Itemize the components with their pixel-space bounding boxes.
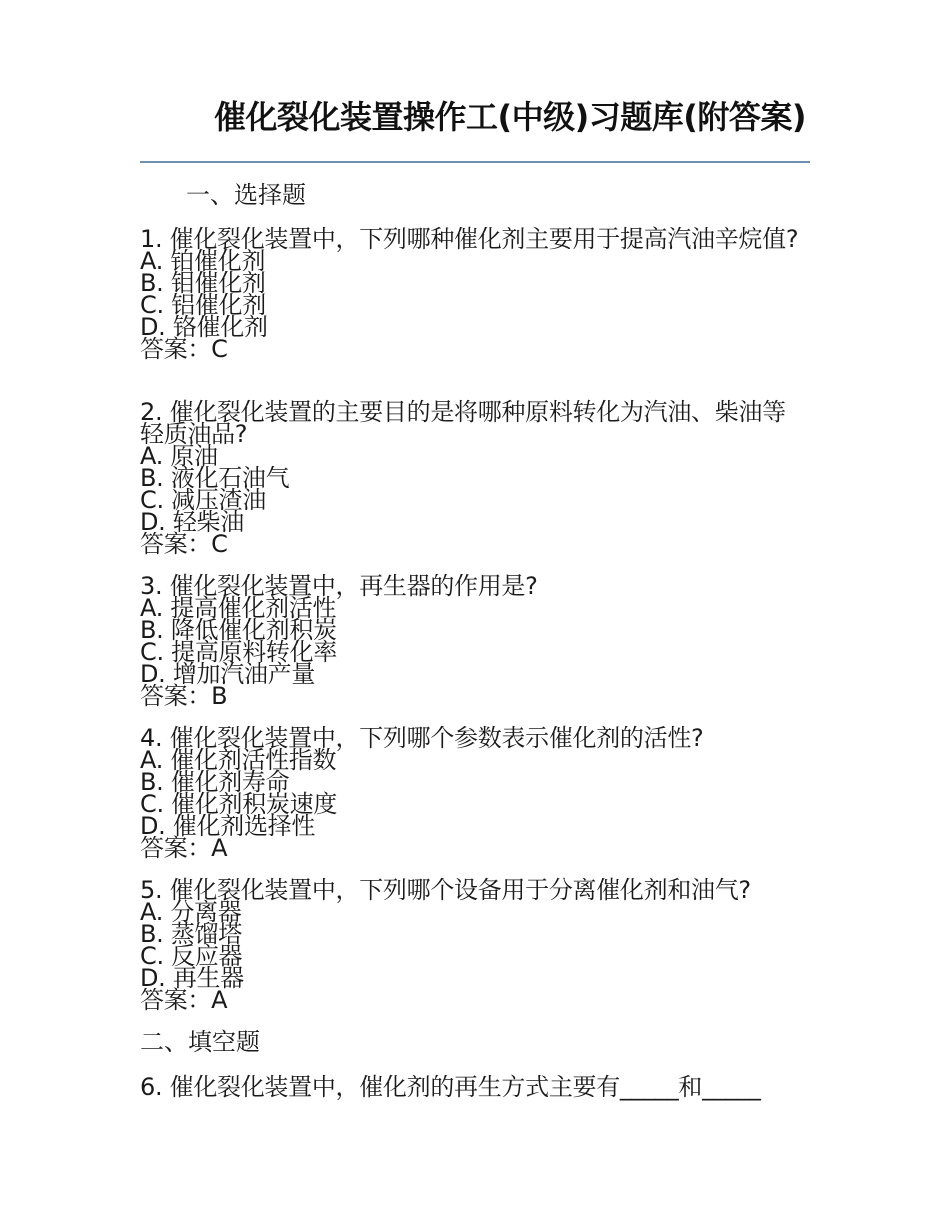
question-option: C. 反应器 (140, 942, 243, 970)
question-option: A. 铂催化剂 (140, 247, 266, 275)
question-option: D. 铬催化剂 (140, 313, 268, 341)
title-divider (140, 161, 810, 163)
fill-question-text: 6. 催化裂化装置中，催化剂的再生方式主要有_____和_____ (140, 1073, 761, 1101)
question-answer: 答案：C (140, 530, 228, 558)
question-text: 4. 催化裂化装置中，下列哪个参数表示催化剂的活性? (140, 724, 704, 752)
question-option: C. 铝催化剂 (140, 291, 266, 319)
question-answer: 答案：A (140, 986, 228, 1014)
question-option: B. 液化石油气 (140, 464, 290, 492)
question-option: C. 减压渣油 (140, 486, 266, 514)
question-text: 3. 催化裂化装置中，再生器的作用是? (140, 572, 538, 600)
question-option: A. 分离器 (140, 898, 242, 926)
question-option: B. 降低催化剂积炭 (140, 616, 337, 644)
question-option: C. 催化剂积炭速度 (140, 790, 338, 818)
document-title: 催化裂化装置操作工(中级)习题库(附答案) (213, 98, 806, 136)
question-text: 1. 催化裂化装置中，下列哪种催化剂主要用于提高汽油辛烷值? (140, 225, 799, 253)
question-block (140, 225, 810, 363)
question-block (140, 876, 810, 1014)
question-answer: 答案：A (140, 834, 228, 862)
question-block (140, 572, 810, 710)
question-option: A. 催化剂活性指数 (140, 746, 337, 774)
question-block (140, 724, 810, 862)
question-option: D. 再生器 (140, 964, 244, 992)
section-heading-fill: 二、填空题 (140, 1028, 260, 1056)
question-option: B. 催化剂寿命 (140, 768, 290, 796)
question-answer: 答案：B (140, 682, 228, 710)
question-text: 5. 催化裂化装置中，下列哪个设备用于分离催化剂和油气? (140, 876, 751, 904)
question-option: D. 增加汽油产量 (140, 660, 316, 688)
question-option: D. 轻柴油 (140, 508, 244, 536)
question-option: A. 提高催化剂活性 (140, 594, 337, 622)
question-answer: 答案：C (140, 335, 228, 363)
question-option: B. 蒸馏塔 (140, 920, 242, 948)
question-text: 2. 催化裂化装置的主要目的是将哪种原料转化为汽油、柴油等轻质油品? (140, 398, 786, 448)
question-option: A. 原油 (140, 442, 218, 470)
question-option: D. 催化剂选择性 (140, 812, 316, 840)
question-option: C. 提高原料转化率 (140, 638, 338, 666)
question-option: B. 钼催化剂 (140, 269, 266, 297)
question-block (140, 398, 810, 558)
section-heading-choice: 一、选择题 (186, 181, 306, 209)
